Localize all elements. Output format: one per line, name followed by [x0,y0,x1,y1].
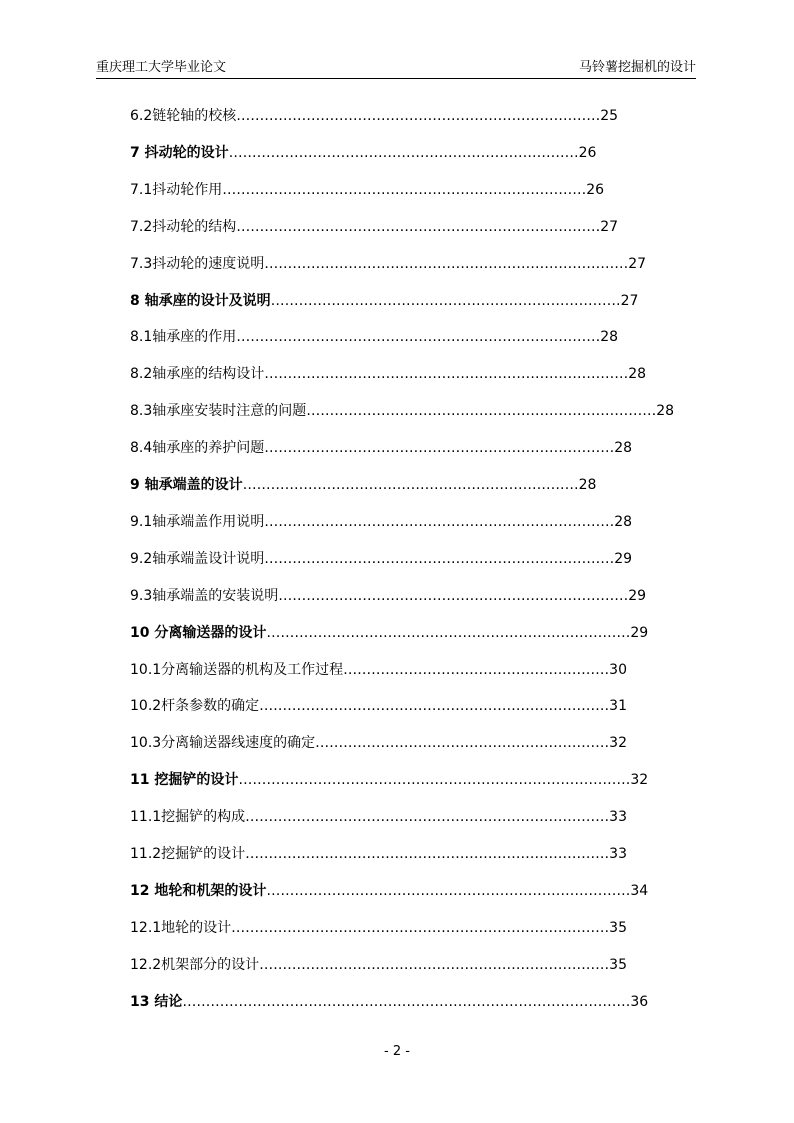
header-project-title: 马铃薯挖掘机的设计 [578,60,696,75]
toc-entry-page-number: 25 [600,108,619,124]
toc-entry-page-number: 32 [630,772,649,789]
toc-dot-leader: ………………………………………………………………… [264,513,615,530]
toc-entry-page-number: 29 [630,624,649,641]
toc-entry-title: 6.2链轮轴的校核 [130,108,237,124]
toc-entry-title: 10.1分离输送器的机构及工作过程 [130,661,344,678]
toc-entry[interactable] [130,660,630,680]
toc-dot-leader: …………………………………………………………………… [266,882,631,899]
toc-entry[interactable] [130,549,638,569]
toc-entry-title: 7.1抖动轮作用 [130,181,223,198]
toc-entry-page-number: 35 [609,919,627,936]
toc-dot-leader: …………………………………………………………………… [264,366,629,383]
page-number: - 2 - [384,1044,410,1059]
toc-entry-page-number: 31 [609,698,627,715]
toc-entry-title: 8.4轴承座的养护问题 [130,440,265,457]
toc-entry-page-number: 26 [586,181,605,198]
toc-entry-title: 9.3轴承端盖的安装说明 [130,587,279,604]
toc-entry-page-number: 27 [620,292,639,309]
toc-entry-title: 12.2机架部分的设计 [130,956,260,973]
toc-entry[interactable] [130,180,607,200]
toc-entry[interactable] [130,106,622,126]
toc-entry-page-number: 28 [614,513,633,530]
toc-dot-leader: ……………………………………………………… [315,735,610,752]
toc-dot-leader: ………………………………………………………………………… [238,772,631,789]
toc-dot-leader: ………………………………………………………………… [270,292,621,309]
toc-entry[interactable] [130,143,607,163]
toc-entry-title: 10.3分离输送器线速度的确定 [130,735,316,752]
toc-entry-title: 12 地轮和机架的设计 [130,882,267,899]
toc-entry-title: 11.2挖掘铲的设计 [130,846,246,862]
toc-entry[interactable] [130,733,630,753]
toc-entry-page-number: 28 [578,477,597,493]
toc-dot-leader: …………………………………………………………………… [245,809,610,826]
toc-entry[interactable] [130,291,654,311]
toc-dot-leader: …………………………………………………………………………………… [182,993,631,1010]
toc-entry-page-number: 35 [609,956,627,973]
toc-entry-page-number: 29 [614,550,633,567]
toc-entry-title: 11.1挖掘铲的构成 [130,809,246,826]
toc-entry-title: 7 抖动轮的设计 [130,144,229,161]
toc-dot-leader: ……………………………………………………………… [242,477,579,493]
toc-dot-leader: …………………………………………………………………… [245,846,610,862]
toc-entry[interactable] [130,438,638,458]
toc-entry-page-number: 33 [609,809,627,826]
toc-dot-leader: ………………………………………………………………… [259,956,610,973]
toc-entry[interactable] [130,807,630,827]
header-thesis-title: 重庆理工大学毕业论文 [96,60,227,75]
toc-entry-title: 8 轴承座的设计及说明 [130,292,271,309]
toc-entry[interactable] [130,254,654,274]
toc-entry-page-number: 34 [630,882,649,899]
toc-entry[interactable] [130,512,638,532]
toc-entry-title: 10 分离输送器的设计 [130,624,267,641]
toc-entry-title: 9.2轴承端盖设计说明 [130,550,265,567]
toc-entry[interactable] [130,623,661,643]
toc-dot-leader: …………………………………………………………………… [236,108,601,124]
toc-dot-leader: ………………………………………………………………… [228,144,579,161]
toc-dot-leader: ………………………………………………………………… [264,440,615,457]
toc-entry[interactable] [130,586,654,606]
toc-dot-leader: ………………………………………………… [343,661,610,678]
toc-entry-page-number: 27 [600,218,619,235]
toc-entry-title: 9 轴承端盖的设计 [130,477,243,493]
toc-dot-leader: …………………………………………………………………… [222,181,587,198]
toc-entry-title: 8.1轴承座的作用 [130,329,237,346]
toc-entry-title: 13 结论 [130,993,183,1010]
toc-entry[interactable] [130,217,622,237]
toc-entry[interactable] [130,401,685,421]
toc-entry-title: 11 挖掘铲的设计 [130,772,239,789]
toc-entry-page-number: 32 [609,735,627,752]
toc-entry-title: 7.2抖动轮的结构 [130,218,237,235]
toc-dot-leader: ……………………………………………………………………… [231,919,610,936]
toc-entry[interactable] [130,881,662,901]
toc-entry-title: 8.3轴承座安装时注意的问题 [130,403,307,420]
toc-entry-page-number: 26 [578,144,597,161]
toc-entry-title: 9.1轴承端盖作用说明 [130,513,265,530]
toc-entry-page-number: 28 [628,366,647,383]
toc-entry[interactable] [130,918,630,938]
toc-dot-leader: ………………………………………………………………… [278,587,629,604]
toc-entry[interactable] [130,992,662,1012]
toc-entry[interactable] [130,844,630,864]
toc-entry[interactable] [130,475,607,495]
toc-entry-title: 10.2杆条参数的确定 [130,698,260,715]
toc-entry-page-number: 36 [630,993,649,1010]
toc-entry[interactable] [130,770,661,790]
toc-dot-leader: ………………………………………………………………… [259,698,610,715]
toc-entry-page-number: 28 [600,329,619,346]
toc-entry-page-number: 30 [609,661,627,678]
toc-dot-leader: ………………………………………………………………… [306,403,657,420]
toc-dot-leader: …………………………………………………………………… [264,255,629,272]
toc-entry-page-number: 29 [628,587,647,604]
toc-dot-leader: …………………………………………………………………… [236,329,601,346]
toc-entry[interactable] [130,696,630,716]
toc-entry-page-number: 33 [609,846,627,862]
toc-dot-leader: …………………………………………………………………… [266,624,631,641]
toc-entry-page-number: 28 [614,440,633,457]
toc-entry[interactable] [130,955,630,975]
toc-entry-title: 8.2轴承座的结构设计 [130,366,265,383]
toc-dot-leader: ………………………………………………………………… [264,550,615,567]
toc-entry-title: 12.1地轮的设计 [130,919,232,936]
toc-entry-page-number: 27 [628,255,647,272]
toc-entry[interactable] [130,327,622,347]
toc-entry-title: 7.3抖动轮的速度说明 [130,255,265,272]
toc-dot-leader: …………………………………………………………………… [236,218,601,235]
toc-entry[interactable] [130,364,654,384]
toc-entry-page-number: 28 [656,403,675,420]
